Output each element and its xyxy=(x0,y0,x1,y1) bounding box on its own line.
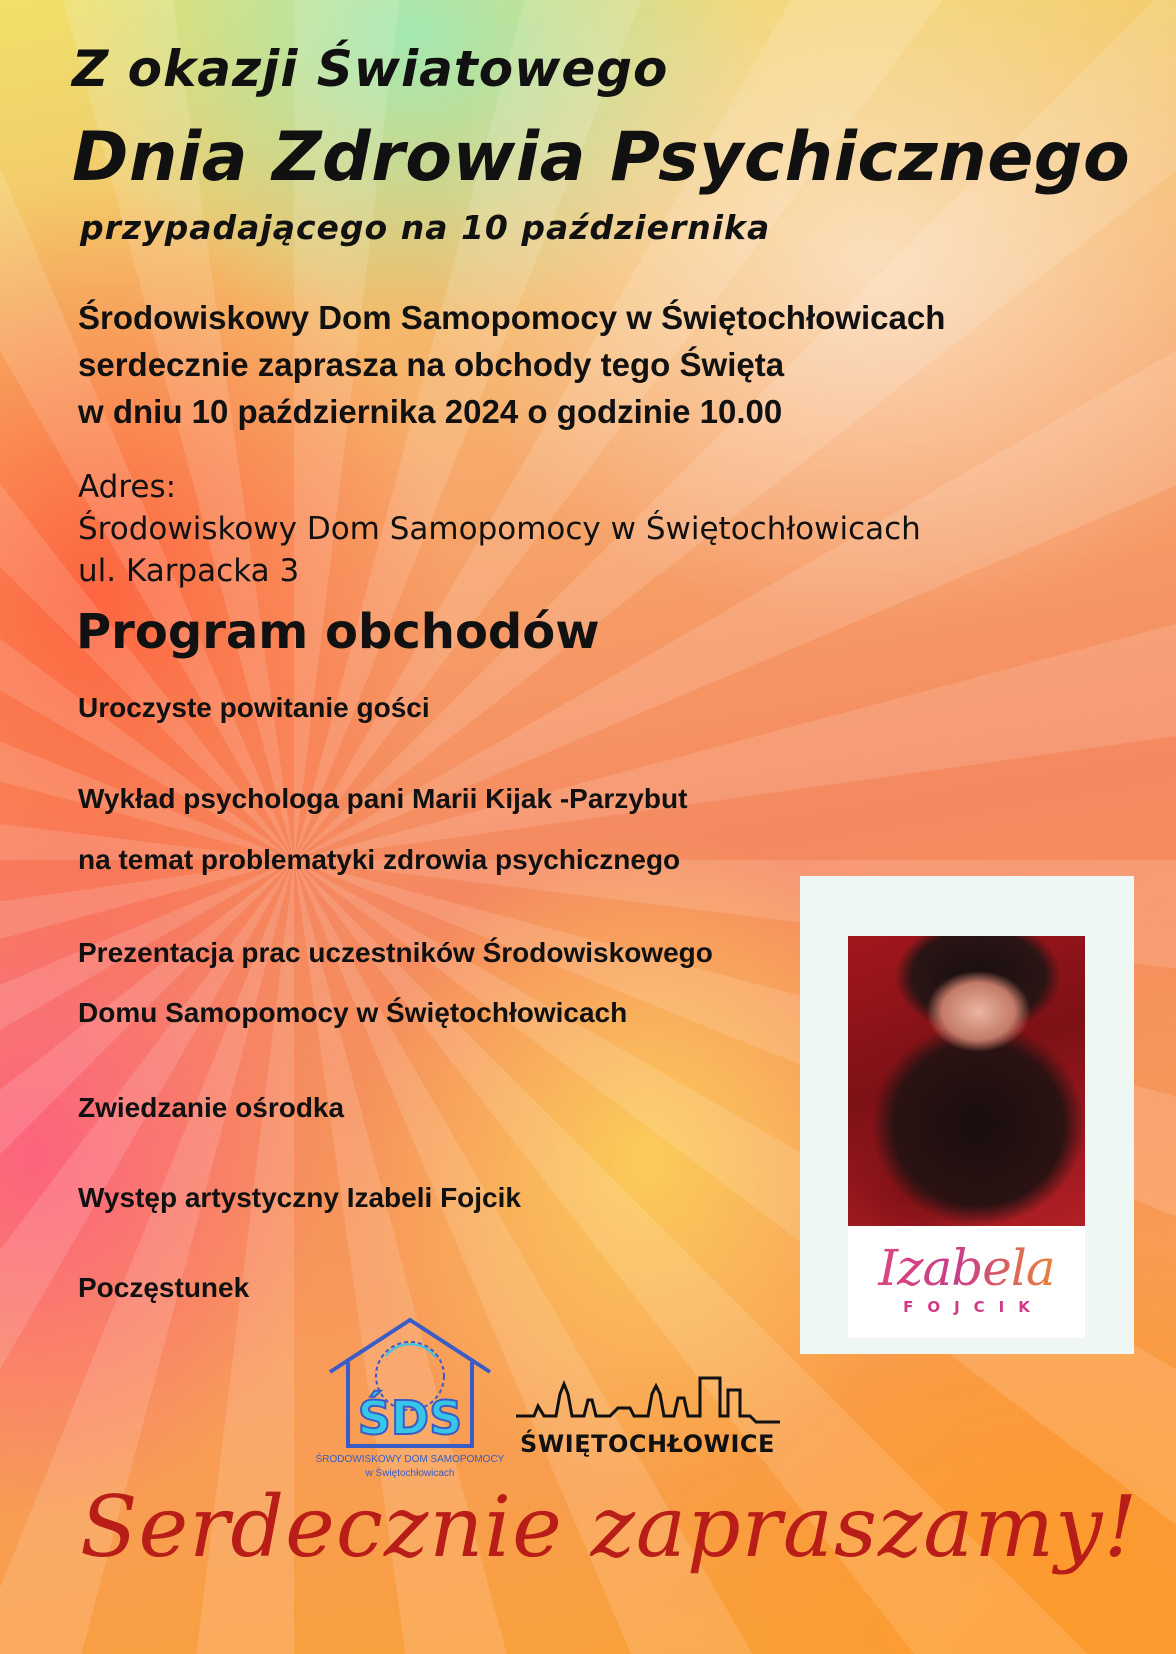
invitation-text xyxy=(78,294,945,435)
program-item-welcome: Uroczyste powitanie gości xyxy=(78,692,430,723)
artist-logo xyxy=(848,1226,1085,1338)
observance-date: przypadającego na 10 października xyxy=(80,208,771,247)
program-item-presentation-cont: Domu Samopomocy w Świętochłowicach xyxy=(78,997,628,1028)
program-item-refreshments: Poczęstunek xyxy=(78,1272,250,1303)
program-item-tour: Zwiedzanie ośrodka xyxy=(78,1092,345,1123)
artist-photo xyxy=(848,936,1085,1226)
city-name: ŚWIĘTOCHŁOWICE xyxy=(520,1430,775,1458)
artist-logo-name: Izabela xyxy=(848,1240,1085,1296)
sds-logo xyxy=(315,1316,505,1488)
program-item-presentation: Prezentacja prac uczestników Środowiskowego xyxy=(78,937,713,968)
city-skyline-icon xyxy=(514,1370,782,1430)
artist-logo-surname: FOJCIK xyxy=(903,1298,1044,1316)
address-street: ul. Karpacka 3 xyxy=(78,553,300,589)
address-block xyxy=(78,466,921,592)
invitation-line-invite: serdecznie zaprasza na obchody tego Święta xyxy=(78,346,785,383)
program-title: Program obchodów xyxy=(76,604,600,660)
occasion-heading: Z okazji Światowego xyxy=(72,40,669,98)
closing-invitation: Serdecznie zapraszamy! xyxy=(80,1478,1139,1576)
event-title: Dnia Zdrowia Psychicznego xyxy=(72,118,1131,197)
invitation-line-date: w dniu 10 października 2024 o godzinie 10.00 xyxy=(78,393,783,430)
artist-card xyxy=(800,876,1134,1354)
city-logo xyxy=(514,1370,782,1460)
sds-caption-line1: ŚRODOWISKOWY DOM SAMOPOMOCY xyxy=(315,1454,505,1465)
program-item-lecture: Wykład psychologa pani Marii Kijak -Parzybut xyxy=(78,783,688,814)
invitation-line-host: Środowiskowy Dom Samopomocy w Świętochłowicach xyxy=(78,299,946,336)
sds-house-icon xyxy=(315,1316,505,1488)
program-item-performance: Występ artystyczny Izabeli Fojcik xyxy=(78,1182,521,1213)
address-label: Adres: xyxy=(78,469,177,505)
address-place: Środowiskowy Dom Samopomocy w Świętochłowicach xyxy=(78,511,921,547)
sds-letters: ŚDS xyxy=(357,1391,463,1445)
sds-caption-line2: w Świętochłowicach xyxy=(365,1468,455,1479)
program-item-lecture-topic: na temat problematyki zdrowia psychicznego xyxy=(78,844,681,875)
